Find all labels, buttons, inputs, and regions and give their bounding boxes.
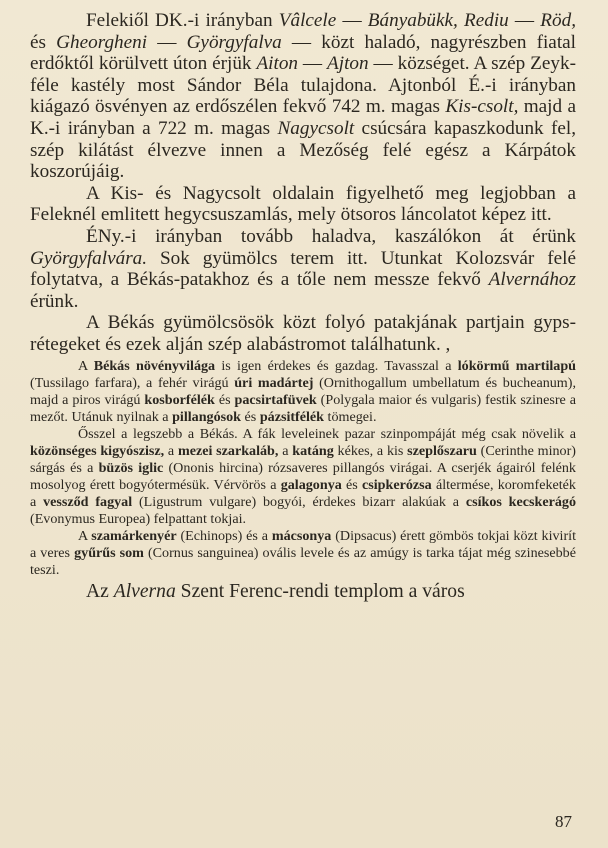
text: majd a K.-i irányban a 722 m. magas xyxy=(30,96,576,139)
text: — xyxy=(147,31,187,53)
place-name: Györgyfalva xyxy=(186,31,282,53)
term: pacsirtafüvek xyxy=(234,391,317,408)
paragraph-3 xyxy=(30,226,576,312)
paragraph-4: A Békás gyümölcsösök közt folyó patakjának partjain gyps-rétegeket és ezek alján szép alabástromot találhatunk. , xyxy=(30,312,576,355)
term: csipkerózsa xyxy=(362,476,432,493)
text: (Dipsacus) érett gömbös tokjai közt kivirít a veres xyxy=(30,527,576,561)
text: A xyxy=(78,357,94,374)
term: gyűrűs som xyxy=(74,544,144,561)
text: (Ornithogallum umbellatum és bucheanum), majd a piros virágú xyxy=(30,374,576,408)
term: vessződ fagyal xyxy=(43,493,133,510)
place-name: Röd, xyxy=(540,10,576,31)
text: Sok gyümölcs terem itt. Utunkat Kolozsvár felé folytatva, a Békás-patakhoz és a tőle nem messze fekvő xyxy=(30,247,576,291)
term: mezei szarkaláb, xyxy=(177,442,279,459)
place-name: Kis-csolt, xyxy=(445,96,519,118)
text: (Tussilago farfara), a fehér virágú xyxy=(30,374,235,391)
text: Szent Ferenc-rendi templom a város xyxy=(175,580,465,602)
small-paragraph-3 xyxy=(30,528,576,579)
term: mácsonya xyxy=(271,527,332,544)
term: csíkos kecskerágó xyxy=(465,493,577,510)
term: Békás növényvilága xyxy=(93,357,216,374)
text: — közt haladó, nagyrészben fiatal erdőktől körülvett úton érjük xyxy=(30,31,576,75)
text: a xyxy=(278,442,293,459)
text: (Polygala maior és vulgaris) festik szinesre a mezőt. Utánuk nyilnak a xyxy=(30,391,576,425)
text: Feleki xyxy=(86,10,134,31)
term: pillangósok xyxy=(172,408,242,425)
text: a xyxy=(164,442,178,459)
text: (Echinops) és a xyxy=(176,527,272,544)
term: galagonya xyxy=(280,476,342,493)
text: (Evonymus Europea) felpattant tokjai. xyxy=(30,510,247,527)
text: csúcsára kapaszkodunk fel, szép kilátást élvezve innen a Mezőség felé egész a Kárpátok koszorújáig. xyxy=(30,117,576,183)
page-number: 87 xyxy=(555,812,572,831)
paragraph-5 xyxy=(30,581,576,603)
term: közönséges kigyószisz, xyxy=(30,442,165,459)
text: tömegei. xyxy=(324,408,377,425)
text: érünk. xyxy=(30,290,79,312)
text: (Ligustrum vulgare) bogyói, érdekes bizarr alakúak a xyxy=(132,493,466,510)
place-name: Aiton xyxy=(256,53,299,75)
main-text xyxy=(30,10,576,356)
small-paragraph-1 xyxy=(30,358,576,426)
paragraph-1 xyxy=(30,10,576,183)
text: (Ononis hircina) rózsaveres pillangós virágai. A cserjék ágairól felénk mosolyog érett bogyótermésük. Vérvörös a xyxy=(30,459,576,493)
term: lókörmű martilapú xyxy=(457,357,576,374)
term: kosborfélék xyxy=(144,391,215,408)
place-name: Vâlcele xyxy=(278,10,337,31)
term: pázsitfélék xyxy=(259,408,325,425)
text: ÉNy.-i irányban tovább haladva, kaszálókon át érünk xyxy=(86,225,576,247)
place-name: Györgyfalvára. xyxy=(30,247,148,269)
place-name: Gheorgheni xyxy=(56,31,148,53)
text: áltermése, koromfeketék a xyxy=(30,476,576,510)
term: szamárkenyér xyxy=(91,527,177,544)
text: Ősszel a legszebb a Békás. A fák leveleinek pazar szinpompáját még csak növelik a xyxy=(78,425,576,442)
text: Az xyxy=(86,580,114,602)
text: és xyxy=(241,408,260,425)
term: úri madártej xyxy=(234,374,314,391)
text: (Cerinthe minor) sárgás és a xyxy=(30,442,576,476)
term: büzös iglic xyxy=(98,459,164,476)
text: is igen érdekes és gazdag. Tavasszal a xyxy=(215,357,458,374)
closing-line xyxy=(30,581,576,603)
text: — községet. A szép Zeyk-féle kastély most Sándor Béla tulajdona. Ajtonból É.-i irányban kiágazó ösvényen az erdőszélen fekvő 742 m. magas xyxy=(30,53,576,118)
text: és xyxy=(341,476,363,493)
text: kékes, a kis xyxy=(333,442,408,459)
text: — xyxy=(508,10,541,31)
text: — xyxy=(298,53,328,75)
term: katáng xyxy=(292,442,334,459)
paragraph-2: A Kis- és Nagycsolt oldalain figyelhető meg legjobban a Feleknél emlitett hegycsuszamlás, mely ötsoros láncolatot képez itt. xyxy=(30,182,576,226)
place-name: Ajton xyxy=(327,53,369,75)
text: A xyxy=(78,527,92,544)
place-name: Bányabükk, Rediu xyxy=(367,10,509,31)
text: és xyxy=(30,31,57,53)
small-paragraph-2 xyxy=(30,426,576,528)
term: szeplőszaru xyxy=(407,442,477,459)
place-name: Nagycsolt xyxy=(277,117,355,139)
text: és xyxy=(214,391,235,408)
place-name: Alverna xyxy=(113,580,176,602)
text: (Cornus sanguinea) ovális levele és az amúgy is tarka tájat még szinesebbé teszi. xyxy=(30,544,576,578)
text: ől DK.-i irányban xyxy=(133,10,279,31)
text: — xyxy=(336,10,368,31)
place-name: Alvernához xyxy=(488,269,576,291)
small-print-section xyxy=(30,358,576,579)
